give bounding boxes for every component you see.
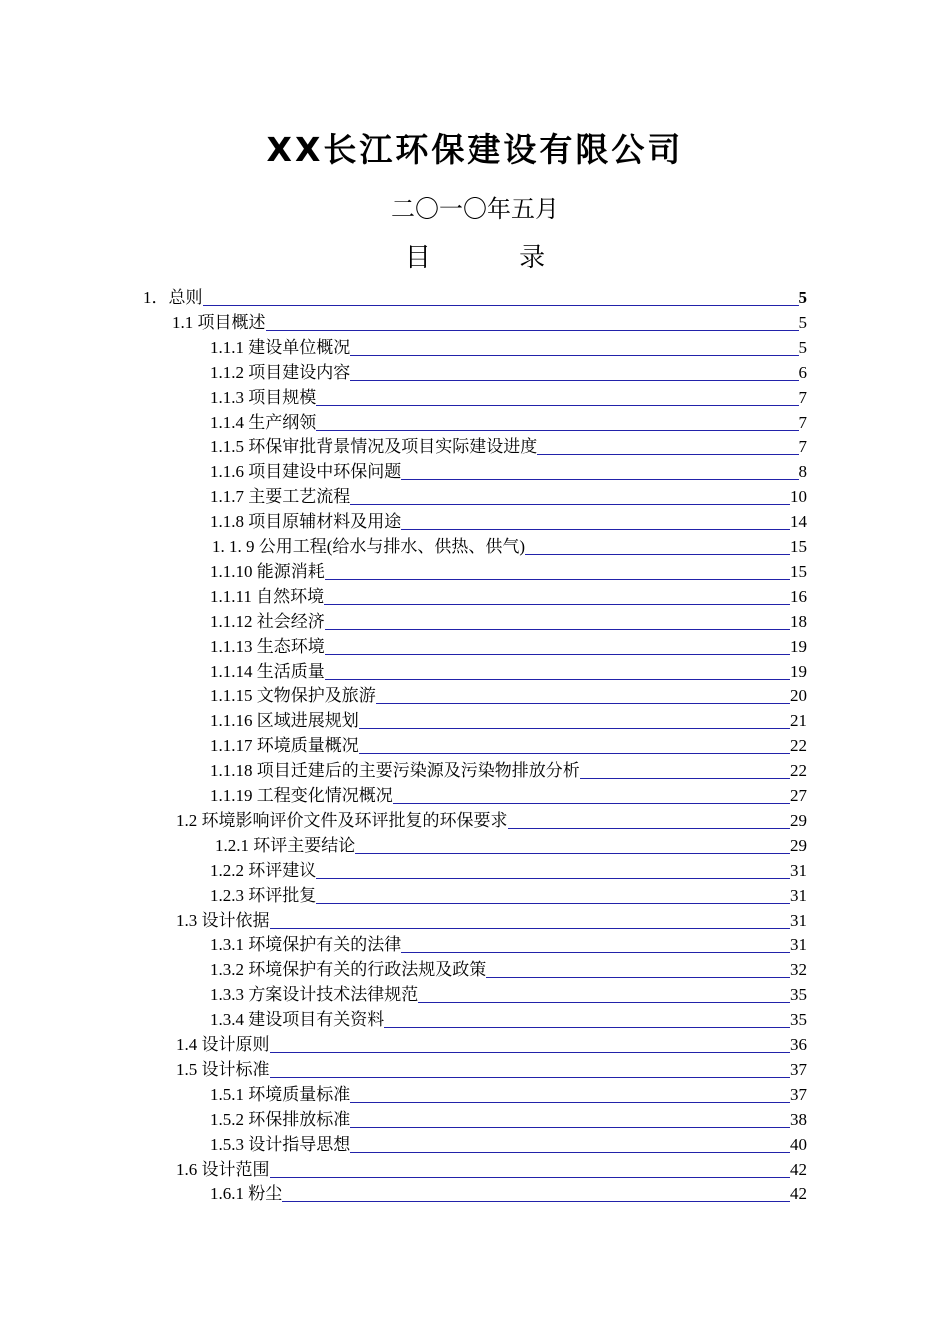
toc-entry-label: 1.3.3 方案设计技术法律规范 [210, 985, 419, 1005]
toc-entry[interactable] [210, 558, 807, 583]
toc-entry-page: 19 [790, 636, 807, 656]
toc-entry[interactable] [143, 284, 807, 309]
toc-entry-page: 22 [790, 761, 807, 781]
toc-entry-label: 1.6.1 粉尘 [210, 1184, 283, 1204]
toc-leader-line [350, 1101, 790, 1103]
toc-leader-line [401, 478, 798, 480]
toc-entry[interactable] [210, 1180, 807, 1205]
toc-entry-page: 8 [798, 462, 807, 482]
toc-entry-label: 1.4 设计原则 [176, 1035, 270, 1054]
toc-entry-page: 37 [790, 1059, 807, 1079]
toc-entry-page: 7 [798, 412, 807, 432]
toc-entry[interactable] [210, 458, 807, 483]
toc-entry-label: 1.1.1 建设单位概况 [210, 337, 351, 357]
toc-entry-label: 1. 1. 9 公用工程(给水与排水、供热、供气) [212, 537, 526, 556]
toc-entry-page: 27 [790, 786, 807, 805]
toc-entry-label: 1．总则 [143, 288, 203, 307]
toc-entry[interactable] [176, 1031, 807, 1056]
toc-entry[interactable] [176, 1056, 807, 1081]
toc-entry-page: 29 [790, 835, 807, 855]
toc-entry[interactable] [210, 931, 807, 956]
toc-entry[interactable] [210, 583, 807, 608]
toc-entry-label: 1.1.15 文物保护及旅游 [210, 686, 376, 706]
toc-entry-label: 1.5.3 设计指导思想 [210, 1134, 351, 1154]
toc-entry-label: 1.1.18 项目迁建后的主要污染源及污染物排放分析 [210, 761, 580, 781]
toc-entry-label: 1.1.10 能源消耗 [210, 561, 325, 581]
toc-entry-page: 20 [790, 686, 807, 706]
toc-entry-label: 1.1.6 项目建设中环保问题 [210, 462, 402, 482]
toc-entry[interactable] [210, 956, 807, 981]
toc-entry[interactable] [210, 334, 807, 359]
toc-entry-label: 1.2.3 环评批复 [210, 885, 317, 905]
toc-entry[interactable] [210, 483, 807, 508]
toc-entry-label: 1.1.16 区域进展规划 [210, 711, 359, 731]
toc-entry-label: 1.1 项目概述 [172, 312, 266, 332]
toc-entry-page: 21 [790, 711, 807, 731]
toc-entry[interactable] [210, 1006, 807, 1031]
toc-entry-label: 1.1.8 项目原辅材料及用途 [210, 512, 402, 532]
toc-entry[interactable] [210, 857, 807, 882]
toc-entry-page: 16 [790, 586, 807, 606]
toc-leader-line [316, 877, 790, 879]
toc-leader-line [325, 653, 790, 655]
toc-entry-page: 19 [790, 661, 807, 681]
toc-entry-label: 1.1.14 生活质量 [210, 661, 325, 681]
toc-entry-page: 31 [790, 910, 807, 930]
toc-leader-line [350, 1151, 790, 1153]
toc-entry-label: 1.2.2 环评建议 [210, 860, 317, 880]
toc-entry-label: 1.3.4 建设项目有关资料 [210, 1010, 385, 1030]
toc-entry-label: 1.1.12 社会经济 [210, 611, 325, 631]
toc-entry-label: 1.1.13 生态环境 [210, 636, 325, 656]
toc-entry[interactable] [210, 1131, 807, 1156]
toc-entry-label: 1.5 设计标准 [176, 1059, 270, 1079]
toc-entry[interactable] [176, 807, 807, 832]
toc-entry[interactable] [210, 608, 807, 633]
toc-entry-page: 6 [798, 362, 807, 382]
toc-entry-page: 18 [790, 611, 807, 631]
toc-entry-page: 40 [790, 1134, 807, 1154]
toc-entry-page: 14 [790, 512, 807, 532]
toc-entry-label: 1.1.5 环保审批背景情况及项目实际建设进度 [210, 437, 538, 457]
document-date: 二〇一〇年五月 [391, 195, 559, 223]
toc-leader-line [401, 951, 790, 953]
toc-entry[interactable] [176, 907, 807, 932]
toc-entry[interactable] [210, 682, 807, 707]
toc-leader-line [350, 1126, 790, 1128]
toc-entry-page: 42 [790, 1184, 807, 1204]
toc-leader-line [270, 1051, 791, 1053]
toc-entry[interactable] [210, 633, 807, 658]
toc-entry-label: 1.1.2 项目建设内容 [210, 362, 351, 382]
toc-entry-page: 7 [798, 387, 807, 407]
toc-entry[interactable] [215, 832, 807, 857]
toc-entry-page: 32 [790, 960, 807, 980]
toc-leader-line [270, 927, 791, 929]
toc-entry-page: 22 [790, 736, 807, 756]
toc-leader-line [393, 802, 790, 804]
toc-leader-line [266, 329, 799, 331]
toc-leader-line [580, 777, 790, 779]
toc-leader-line [316, 404, 798, 406]
toc-leader-line [270, 1076, 791, 1078]
toc-entry[interactable] [212, 533, 807, 558]
toc-leader-line [325, 578, 790, 580]
toc-entry[interactable] [210, 1106, 807, 1131]
toc-entry[interactable] [210, 707, 807, 732]
toc-entry[interactable] [210, 409, 807, 434]
toc-entry[interactable] [210, 508, 807, 533]
toc-entry[interactable] [210, 359, 807, 384]
toc-entry-page: 31 [790, 860, 807, 880]
toc-entry-page: 31 [790, 885, 807, 905]
toc-leader-line [508, 827, 791, 829]
toc-entry[interactable] [172, 309, 807, 334]
toc-entry[interactable] [210, 384, 807, 409]
toc-leader-line [270, 1176, 791, 1178]
toc-entry-page: 15 [790, 537, 807, 556]
toc-entry[interactable] [210, 1081, 807, 1106]
toc-entry-label: 1.3.2 环境保护有关的行政法规及政策 [210, 960, 487, 980]
toc-leader-line [376, 702, 790, 704]
toc-heading: 目 录 [404, 243, 586, 273]
toc-leader-line [350, 503, 790, 505]
toc-entry-label: 1.1.3 项目规模 [210, 387, 317, 407]
toc-leader-line [282, 1200, 790, 1202]
toc-entry-page: 29 [790, 810, 807, 830]
toc-leader-line [325, 678, 790, 680]
toc-entry-label: 1.1.19 工程变化情况概况 [210, 786, 393, 805]
toc-entry-page: 42 [790, 1159, 807, 1179]
toc-leader-line [350, 379, 798, 381]
company-title: XX长江环保建设有限公司 [266, 130, 684, 169]
toc-entry[interactable] [176, 1156, 807, 1181]
toc-entry[interactable] [210, 757, 807, 782]
toc-leader-line [350, 354, 798, 356]
toc-leader-line [384, 1026, 790, 1028]
toc-entry-label: 1.1.4 生产纲领 [210, 412, 317, 432]
toc-leader-line [537, 453, 798, 455]
toc-entry[interactable] [210, 658, 807, 683]
toc-entry-label: 1.5.1 环境质量标准 [210, 1084, 351, 1104]
toc-entry-page: 15 [790, 561, 807, 581]
toc-entry-page: 36 [790, 1035, 807, 1054]
toc-leader-line [401, 528, 790, 530]
toc-entry[interactable] [210, 433, 807, 458]
toc-leader-line [203, 304, 799, 306]
toc-entry-label: 1.6 设计范围 [176, 1159, 270, 1179]
toc-entry-page: 35 [790, 1010, 807, 1030]
toc-leader-line [359, 752, 790, 754]
toc-leader-line [325, 628, 790, 630]
toc-leader-line [316, 429, 798, 431]
toc-leader-line [316, 902, 790, 904]
toc-entry[interactable] [210, 882, 807, 907]
toc-entry-page: 5 [798, 288, 807, 307]
toc-entry-page: 38 [790, 1109, 807, 1129]
toc-leader-line [324, 603, 790, 605]
toc-entry-page: 5 [798, 337, 807, 357]
toc-entry-label: 1.2 环境影响评价文件及环评批复的环保要求 [176, 810, 508, 830]
toc-entry-page: 31 [790, 935, 807, 955]
toc-entry-label: 1.3 设计依据 [176, 910, 270, 930]
toc-entry-page: 35 [790, 985, 807, 1005]
toc-entry-page: 10 [790, 487, 807, 507]
toc-entry-label: 1.1.11 自然环境 [210, 586, 325, 606]
toc-entry-label: 1.3.1 环境保护有关的法律 [210, 935, 402, 955]
toc-entry[interactable] [210, 732, 807, 757]
toc-entry-label: 1.2.1 环评主要结论 [215, 835, 356, 855]
toc-entry[interactable] [210, 782, 807, 807]
toc-entry[interactable] [210, 981, 807, 1006]
toc-entry-label: 1.5.2 环保排放标准 [210, 1109, 351, 1129]
toc-entry-label: 1.1.7 主要工艺流程 [210, 487, 351, 507]
toc-entry-page: 5 [798, 312, 807, 332]
toc-leader-line [486, 976, 790, 978]
toc-entry-page: 7 [798, 437, 807, 457]
toc-entry-page: 37 [790, 1084, 807, 1104]
toc-leader-line [418, 1001, 790, 1003]
toc-entry-label: 1.1.17 环境质量概况 [210, 736, 359, 756]
toc-leader-line [359, 727, 790, 729]
toc-leader-line [355, 852, 790, 854]
toc-leader-line [525, 553, 790, 555]
